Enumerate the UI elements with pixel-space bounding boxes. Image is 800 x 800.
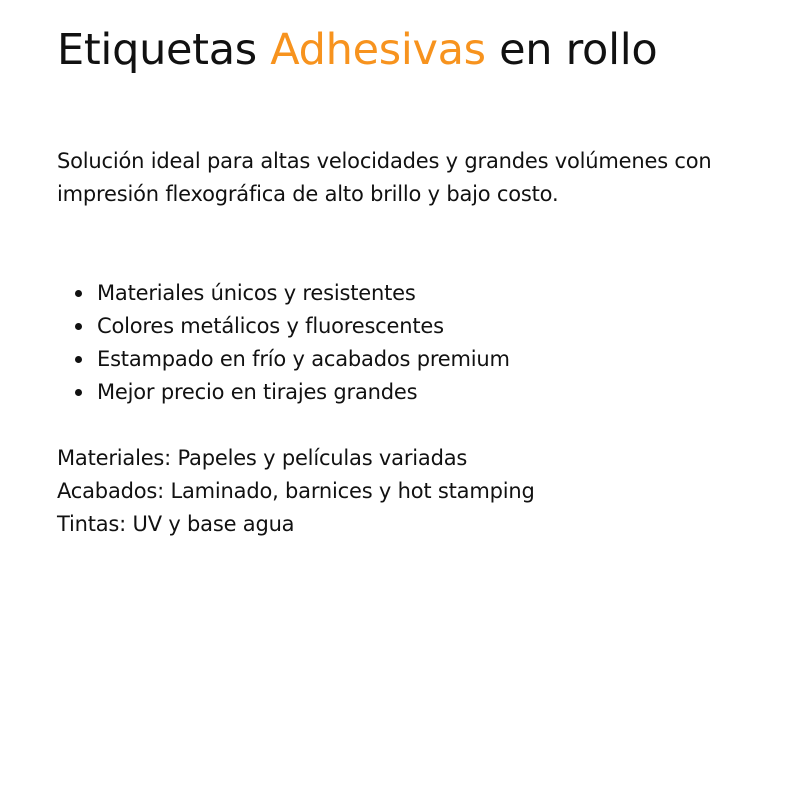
spec-materiales: Materiales: Papeles y películas variadas	[57, 446, 468, 470]
feature-item: Estampado en frío y acabados premium	[97, 343, 510, 376]
title-accent-word: Adhesivas	[270, 25, 486, 75]
feature-item: Materiales únicos y resistentes	[97, 277, 510, 310]
spec-acabados: Acabados: Laminado, barnices y hot stamping	[57, 479, 535, 503]
specs-block	[57, 442, 535, 541]
intro-paragraph: Solución ideal para altas velocidades y grandes volúmenes con impresión flexográfica de alto brillo y bajo costo.	[57, 149, 712, 206]
page-title	[57, 22, 657, 78]
feature-item: Colores metálicos y fluorescentes	[97, 310, 510, 343]
title-part-2: en rollo	[485, 25, 658, 75]
spec-tintas: Tintas: UV y base agua	[57, 512, 295, 536]
feature-list	[57, 277, 510, 409]
title-part-1: Etiquetas	[57, 25, 271, 75]
feature-item: Mejor precio en tirajes grandes	[97, 376, 510, 409]
